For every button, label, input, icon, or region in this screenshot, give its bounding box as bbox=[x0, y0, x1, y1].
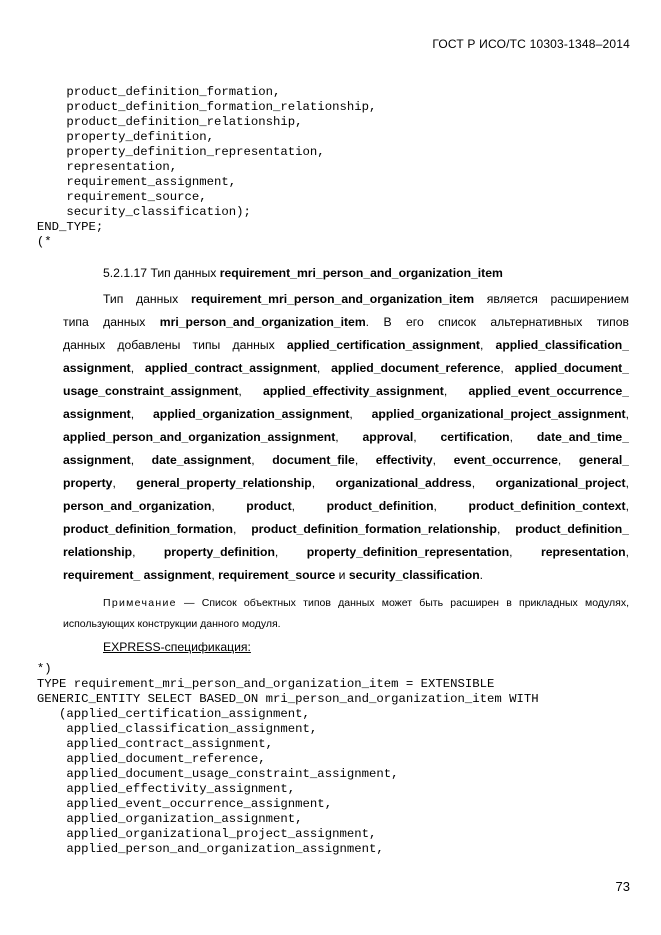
note-label: Примечание bbox=[103, 597, 177, 609]
code-line: applied_effectivity_assignment, bbox=[0, 782, 296, 796]
paragraph-text: , bbox=[232, 522, 252, 536]
code-line: (* bbox=[0, 235, 52, 249]
document-header: ГОСТ Р ИСО/ТС 10303-1348–2014 bbox=[432, 37, 630, 51]
paragraph-line bbox=[63, 311, 629, 334]
paragraph-text: , bbox=[238, 384, 264, 398]
paragraph-text: , bbox=[316, 361, 332, 375]
section-number: 5.2.1.17 bbox=[103, 266, 148, 280]
section-heading bbox=[103, 266, 503, 280]
code-line: applied_organization_assignment, bbox=[0, 812, 303, 826]
paragraph-text: , bbox=[625, 545, 629, 559]
paragraph-text: типа данных bbox=[63, 315, 160, 329]
code-line: security_classification); bbox=[0, 205, 251, 219]
entity-name: document_file bbox=[272, 453, 355, 467]
paragraph-text: , bbox=[625, 476, 629, 490]
paragraph-text: , bbox=[509, 545, 541, 559]
entity-name: date_and_time_ bbox=[536, 430, 629, 444]
description-paragraph bbox=[63, 288, 629, 587]
paragraph-line bbox=[63, 449, 629, 472]
paragraph-text: , bbox=[132, 545, 164, 559]
entity-name: usage_constraint_assignment bbox=[63, 384, 239, 398]
code-line: product_definition_formation_relationship, bbox=[0, 100, 377, 114]
paragraph-line bbox=[63, 288, 629, 311]
paragraph-text: , bbox=[291, 499, 327, 513]
entity-name: requirement_ assignment bbox=[63, 568, 212, 582]
code-line: END_TYPE; bbox=[0, 220, 104, 234]
entity-name: approval bbox=[362, 430, 414, 444]
code-line: property_definition_representation, bbox=[0, 145, 325, 159]
paragraph-text: Тип данных bbox=[103, 292, 191, 306]
entity-name: product_definition_formation bbox=[63, 522, 233, 536]
paragraph-text: , bbox=[251, 453, 273, 467]
entity-name: effectivity bbox=[375, 453, 433, 467]
express-spec-label: EXPRESS-спецификация: bbox=[103, 640, 251, 654]
code-line: applied_organizational_project_assignment, bbox=[0, 827, 377, 841]
paragraph-text: , bbox=[471, 476, 496, 490]
entity-name: product_definition_ bbox=[515, 522, 629, 536]
paragraph-text: , bbox=[479, 338, 496, 352]
paragraph-text: . В его список альтернативных типов bbox=[365, 315, 629, 329]
entity-name: event_occurrence bbox=[453, 453, 558, 467]
entity-name: applied_effectivity_assignment bbox=[263, 384, 444, 398]
entity-name: assignment bbox=[63, 453, 131, 467]
paragraph-line bbox=[63, 403, 629, 426]
note-dash: — bbox=[176, 597, 202, 609]
paragraph-text: , bbox=[625, 407, 629, 421]
code-line: applied_document_reference, bbox=[0, 752, 266, 766]
code-line: applied_contract_assignment, bbox=[0, 737, 274, 751]
express-code-block-top bbox=[0, 85, 376, 250]
entity-name: person_and_organization bbox=[63, 499, 212, 513]
paragraph-text: , bbox=[354, 453, 376, 467]
entity-name: representation bbox=[540, 545, 626, 559]
entity-name: organizational_address bbox=[335, 476, 472, 490]
entity-name: assignment bbox=[63, 361, 131, 375]
paragraph-text: , bbox=[500, 361, 515, 375]
entity-name: product_definition_context bbox=[468, 499, 626, 513]
paragraph-text: , bbox=[625, 499, 629, 513]
code-line: GENERIC_ENTITY SELECT BASED_ON mri_person_and_organization_item WITH bbox=[0, 692, 539, 706]
paragraph-text: , bbox=[509, 430, 537, 444]
paragraph-line bbox=[63, 426, 629, 449]
entity-name: product_definition_formation_relationship bbox=[251, 522, 497, 536]
entity-name: applied_contract_assignment bbox=[144, 361, 317, 375]
paragraph-text: и bbox=[335, 568, 349, 582]
paragraph-text: , bbox=[130, 407, 153, 421]
entity-name: applied_organizational_project_assignment bbox=[371, 407, 626, 421]
entity-name: applied_certification_assignment bbox=[286, 338, 480, 352]
note-line-1 bbox=[63, 593, 629, 614]
paragraph-text: , bbox=[211, 499, 247, 513]
entity-name: relationship bbox=[63, 545, 133, 559]
paragraph-text: , bbox=[211, 568, 219, 582]
paragraph-text: , bbox=[497, 522, 516, 536]
code-line: requirement_source, bbox=[0, 190, 207, 204]
paragraph-text: , bbox=[130, 361, 145, 375]
paragraph-line bbox=[63, 564, 629, 587]
paragraph-line bbox=[63, 518, 629, 541]
entity-name: mri_person_and_organization_item bbox=[159, 315, 366, 329]
paragraph-text: , bbox=[335, 430, 363, 444]
paragraph-line bbox=[63, 495, 629, 518]
entity-name: applied_document_ bbox=[514, 361, 629, 375]
paragraph-text: , bbox=[443, 384, 469, 398]
code-line: product_definition_formation, bbox=[0, 85, 281, 99]
entity-name: applied_classification_ bbox=[495, 338, 629, 352]
code-line: (applied_certification_assignment, bbox=[0, 707, 310, 721]
code-line: *) bbox=[0, 662, 52, 676]
entity-name: property_definition bbox=[163, 545, 275, 559]
code-line: requirement_assignment, bbox=[0, 175, 237, 189]
paragraph-line bbox=[63, 357, 629, 380]
entity-name: product bbox=[246, 499, 292, 513]
entity-name: property_definition_representation bbox=[306, 545, 510, 559]
note-line-2: использующих конструкции данного модуля. bbox=[63, 618, 281, 630]
paragraph-line bbox=[63, 541, 629, 564]
code-line: applied_event_occurrence_assignment, bbox=[0, 797, 333, 811]
paragraph-text: данных добавлены типы данных bbox=[63, 338, 287, 352]
paragraph-text: , bbox=[433, 499, 469, 513]
code-line: product_definition_relationship, bbox=[0, 115, 303, 129]
paragraph-text: является расширением bbox=[474, 292, 629, 306]
entity-name: certification bbox=[440, 430, 510, 444]
section-title-prefix: Тип данных bbox=[150, 266, 217, 280]
note-block bbox=[63, 593, 629, 635]
paragraph-line bbox=[63, 380, 629, 403]
paragraph-text: , bbox=[274, 545, 307, 559]
paragraph-text: , bbox=[413, 430, 441, 444]
code-line: TYPE requirement_mri_person_and_organization_item = EXTENSIBLE bbox=[0, 677, 495, 691]
paragraph-text: , bbox=[432, 453, 454, 467]
code-line: property_definition, bbox=[0, 130, 215, 144]
code-line: applied_person_and_organization_assignment, bbox=[0, 842, 384, 856]
page-number: 73 bbox=[615, 879, 630, 894]
paragraph-line bbox=[63, 334, 629, 357]
entity-name: applied_organization_assignment bbox=[152, 407, 350, 421]
express-code-block-bottom bbox=[0, 662, 539, 857]
code-line: applied_document_usage_constraint_assignment, bbox=[0, 767, 399, 781]
entity-name: general_ bbox=[578, 453, 629, 467]
note-text-1: Список объектных типов данных может быть расширен в прикладных модулях, bbox=[201, 597, 629, 609]
section-title-name: requirement_mri_person_and_organization_item bbox=[219, 266, 503, 280]
paragraph-line bbox=[63, 472, 629, 495]
entity-name: product_definition bbox=[326, 499, 434, 513]
paragraph-text: , bbox=[311, 476, 336, 490]
entity-name: applied_event_occurrence_ bbox=[468, 384, 629, 398]
entity-name: assignment bbox=[63, 407, 131, 421]
code-line: representation, bbox=[0, 160, 178, 174]
entity-name: requirement_mri_person_and_organization_item bbox=[190, 292, 475, 306]
entity-name: applied_document_reference bbox=[331, 361, 501, 375]
entity-name: organizational_project bbox=[495, 476, 626, 490]
entity-name: general_property_relationship bbox=[136, 476, 312, 490]
paragraph-text: , bbox=[130, 453, 152, 467]
code-line: applied_classification_assignment, bbox=[0, 722, 318, 736]
entity-name: date_assignment bbox=[151, 453, 252, 467]
paragraph-text: , bbox=[557, 453, 579, 467]
paragraph-text: . bbox=[479, 568, 484, 582]
entity-name: requirement_source bbox=[218, 568, 336, 582]
paragraph-text: , bbox=[349, 407, 372, 421]
entity-name: property bbox=[63, 476, 113, 490]
paragraph-text: , bbox=[112, 476, 137, 490]
entity-name: applied_person_and_organization_assignment bbox=[63, 430, 336, 444]
entity-name: security_classification bbox=[348, 568, 480, 582]
